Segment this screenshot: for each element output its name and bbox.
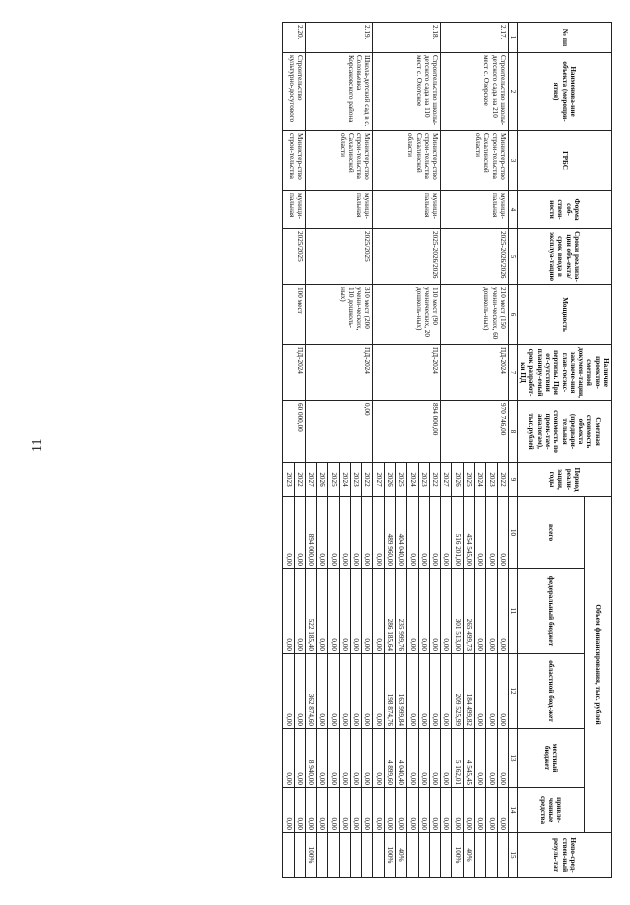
header-estimated-cost: Сметная стоимость объекта (предвари-тельная стоимость по проек-там-аналогам), тыс.рублей [517,401,611,463]
row-federal: 0,00 [339,569,350,654]
row-total: 0,00 [373,497,384,569]
row-result [429,833,440,878]
row-total: 0,00 [283,497,294,569]
row-regional: 0,00 [418,654,429,729]
header-result: Непо-сред-ствен-ный резуль-тат [517,833,611,878]
row-attracted: 0,00 [350,788,361,833]
row-regional: 0,00 [486,654,497,729]
row-federal: 0,00 [407,569,418,654]
row-local: 5 162,01 [452,729,463,788]
object-name: Строительство культурно-досугового [283,53,306,131]
row-attracted: 0,00 [328,788,339,833]
object-capacity: 210 мест (150 учени-ческих, 60 дошколь-ных) [441,285,509,345]
row-result [441,833,452,878]
row-result: 100% [305,833,316,878]
row-result: 100% [384,833,395,878]
column-number: 15 [508,833,517,878]
row-local: 0,00 [407,729,418,788]
row-result [475,833,486,878]
row-local: 0,00 [350,729,361,788]
column-number: 13 [508,729,517,788]
row-federal: 0,00 [418,569,429,654]
object-design-doc: ПД-2024 [441,345,509,401]
column-number: 12 [508,654,517,729]
row-regional: 0,00 [429,654,440,729]
object-number: 2.19. [305,23,373,53]
row-local: 0,00 [328,729,339,788]
row-attracted: 0,00 [362,788,373,833]
row-year: 2022 [294,463,305,497]
row-result [339,833,350,878]
row-federal: 0,00 [441,569,452,654]
row-attracted: 0,00 [339,788,350,833]
row-federal: 0,00 [429,569,440,654]
header-grbs: ГРБС [517,131,611,191]
row-federal: 522 185,40 [305,569,316,654]
row-regional: 0,00 [350,654,361,729]
row-year: 2025 [463,463,474,497]
column-number: 11 [508,569,517,654]
row-attracted: 0,00 [429,788,440,833]
row-attracted: 0,00 [452,788,463,833]
row-total: 0,00 [350,497,361,569]
row-year: 2027 [441,463,452,497]
row-local: 0,00 [317,729,328,788]
row-federal: 235 999,76 [396,569,407,654]
row-regional: 0,00 [475,654,486,729]
header-total: всего [517,497,584,569]
row-regional: 0,00 [283,654,294,729]
row-year: 2027 [305,463,316,497]
column-number: 5 [508,229,517,285]
row-total: 0,00 [407,497,418,569]
row-year: 2022 [429,463,440,497]
row-result [407,833,418,878]
header-local: местный бюджет [517,729,584,788]
row-year: 2022 [362,463,373,497]
row-result: 40% [463,833,474,878]
row-federal: 0,00 [328,569,339,654]
row-total: 0,00 [339,497,350,569]
row-federal: 0,00 [486,569,497,654]
row-result [373,833,384,878]
row-attracted: 0,00 [486,788,497,833]
header-regional: областной бюд-жет [517,654,584,729]
row-total: 0,00 [486,497,497,569]
row-local: 0,00 [283,729,294,788]
object-terms: 2025-2026/2026 [373,229,441,285]
header-period: Период реали-зации, годы [517,463,611,497]
row-year: 2024 [339,463,350,497]
row-result: 40% [396,833,407,878]
object-estimated-cost: 60 000,00 [283,401,306,463]
row-regional: 362 874,60 [305,654,316,729]
object-estimated-cost: 0,00 [305,401,373,463]
column-numbers-row [508,23,517,878]
row-year: 2023 [486,463,497,497]
column-number: 7 [508,345,517,401]
row-result [283,833,294,878]
row-attracted: 0,00 [317,788,328,833]
row-result [486,833,497,878]
object-design-doc: ПД-2024 [305,345,373,401]
row-attracted: 0,00 [475,788,486,833]
row-federal: 0,00 [350,569,361,654]
object-design-doc: ПД-2024 [283,345,306,401]
object-name: Школа-детский сад в с. Соловьевка Корсаковского района [305,53,373,131]
object-capacity: 100 мест [283,285,306,345]
object-ownership-form: муници-пальная [283,191,306,229]
row-regional: 209 525,99 [452,654,463,729]
row-attracted: 0,00 [463,788,474,833]
row-regional: 0,00 [294,654,305,729]
row-attracted: 0,00 [418,788,429,833]
row-total: 0,00 [328,497,339,569]
row-federal: 265 499,73 [463,569,474,654]
row-year: 2026 [452,463,463,497]
row-attracted: 0,00 [441,788,452,833]
table-row [362,23,373,878]
row-attracted: 0,00 [283,788,294,833]
row-regional: 184 499,82 [463,654,474,729]
object-design-doc: ПД-2024 [373,345,441,401]
row-local: 0,00 [362,729,373,788]
row-local: 0,00 [441,729,452,788]
row-total: 0,00 [441,497,452,569]
row-federal: 0,00 [373,569,384,654]
row-regional: 0,00 [497,654,508,729]
column-number: 4 [508,191,517,229]
table-body [283,23,509,878]
column-number: 6 [508,285,517,345]
row-year: 2027 [373,463,384,497]
row-attracted: 0,00 [384,788,395,833]
object-estimated-cost: 970 746,00 [441,401,509,463]
row-local: 4 899,60 [384,729,395,788]
row-local: 0,00 [373,729,384,788]
row-local: 0,00 [486,729,497,788]
row-attracted: 0,00 [396,788,407,833]
row-local: 4 040,40 [396,729,407,788]
header-capacity: Мощность [517,285,611,345]
row-year: 2024 [407,463,418,497]
row-result [350,833,361,878]
row-federal: 0,00 [283,569,294,654]
column-number: 3 [508,131,517,191]
row-regional: 0,00 [373,654,384,729]
row-regional: 0,00 [407,654,418,729]
row-total: 0,00 [497,497,508,569]
row-year: 2023 [350,463,361,497]
row-result [362,833,373,878]
table-row [294,23,305,878]
row-year: 2025 [396,463,407,497]
row-regional: 0,00 [441,654,452,729]
row-local: 0,00 [429,729,440,788]
row-federal: 301 513,00 [452,569,463,654]
object-number: 2.20. [283,23,306,53]
table-frame [20,22,612,877]
row-federal: 0,00 [317,569,328,654]
object-grbs: Министер-ство строи-тельства Сахалинской области [441,131,509,191]
column-number: 8 [508,401,517,463]
object-terms: 2025/2025 [283,229,306,285]
row-local: 0,00 [339,729,350,788]
row-result [418,833,429,878]
header-terms: Сроки реализа-ции объ-екта/срок ввода в эксплуа-тацию [517,229,611,285]
row-year: 2024 [475,463,486,497]
object-capacity: 310 мест (200 учени-ческих, 110 дошколь-ных) [305,285,373,345]
column-number: 2 [508,53,517,131]
row-total: 894 000,00 [305,497,316,569]
row-attracted: 0,00 [373,788,384,833]
object-terms: 2025-2026/2026 [441,229,509,285]
row-total: 404 040,00 [396,497,407,569]
row-total: 454 545,00 [463,497,474,569]
row-local: 4 545,45 [463,729,474,788]
row-total: 0,00 [317,497,328,569]
row-total: 516 201,00 [452,497,463,569]
row-year: 2025 [328,463,339,497]
object-capacity: 110 мест (90 ученических, 20 дошколь-ных) [373,285,441,345]
row-regional: 0,00 [362,654,373,729]
row-result [294,833,305,878]
header-financing-group: Объем финансирования, тыс. рублей [584,497,611,833]
object-grbs: Министер-ство строи-тельства Сахалинской области [305,131,373,191]
row-federal: 0,00 [362,569,373,654]
row-regional: 198 874,76 [384,654,395,729]
row-local: 0,00 [294,729,305,788]
row-result: 100% [452,833,463,878]
row-result [497,833,508,878]
row-year: 2023 [283,463,294,497]
object-terms: 2025/2025 [305,229,373,285]
object-estimated-cost: 894 000,00 [373,401,441,463]
row-total: 0,00 [294,497,305,569]
table-row [429,23,440,878]
row-total: 0,00 [418,497,429,569]
page-number: 11 [30,438,45,452]
object-name: Строительство школы-детского сада на 110 мест с. Охотское [373,53,441,131]
row-local: 0,00 [475,729,486,788]
table-row [497,23,508,878]
row-total: 0,00 [362,497,373,569]
row-attracted: 0,00 [407,788,418,833]
row-federal: 0,00 [294,569,305,654]
row-year: 2022 [497,463,508,497]
row-regional: 0,00 [317,654,328,729]
row-regional: 0,00 [339,654,350,729]
financing-table [282,22,612,878]
row-total: 0,00 [475,497,486,569]
column-number: 14 [508,788,517,833]
row-result [328,833,339,878]
row-local: 0,00 [418,729,429,788]
row-result [317,833,328,878]
object-name: Строительство школы-детского сада на 210 мест с. Озерское [441,53,509,131]
column-number: 1 [508,23,517,53]
header-name: Наименова-ние объекта (меропри-ятия) [517,53,611,131]
row-year: 2026 [384,463,395,497]
row-attracted: 0,00 [497,788,508,833]
column-number: 10 [508,497,517,569]
row-attracted: 0,00 [294,788,305,833]
object-grbs: Министер-ство строи-тельства Сахалинской области [373,131,441,191]
row-local: 0,00 [497,729,508,788]
header-design-doc: Наличие проектно-сметной докумен-тации, заключе-ния глав-госэкс-пертизы. При от-сутствии планиру-емый срок разработ-ки ПД [517,345,611,401]
header-form: Форма соб-ствен-ности [517,191,611,229]
row-federal: 0,00 [497,569,508,654]
row-federal: 0,00 [475,569,486,654]
header-attracted: привле-ченные средства [517,788,584,833]
row-attracted: 0,00 [305,788,316,833]
row-year: 2026 [317,463,328,497]
row-regional: 0,00 [328,654,339,729]
object-number: 2.18. [373,23,441,53]
table-header [508,23,611,878]
object-ownership-form: муници-пальная [373,191,441,229]
row-total: 489 960,00 [384,497,395,569]
object-ownership-form: муници-пальная [441,191,509,229]
object-grbs: Министер-ство строи-тельства [283,131,306,191]
object-number: 2.17. [441,23,509,53]
row-federal: 286 185,64 [384,569,395,654]
row-local: 8 940,00 [305,729,316,788]
column-number: 9 [508,463,517,497]
row-year: 2023 [418,463,429,497]
row-total: 0,00 [429,497,440,569]
header-no: № пп [517,23,611,53]
object-ownership-form: муници-пальная [305,191,373,229]
header-federal: федеральный бюджет [517,569,584,654]
row-regional: 163 999,84 [396,654,407,729]
